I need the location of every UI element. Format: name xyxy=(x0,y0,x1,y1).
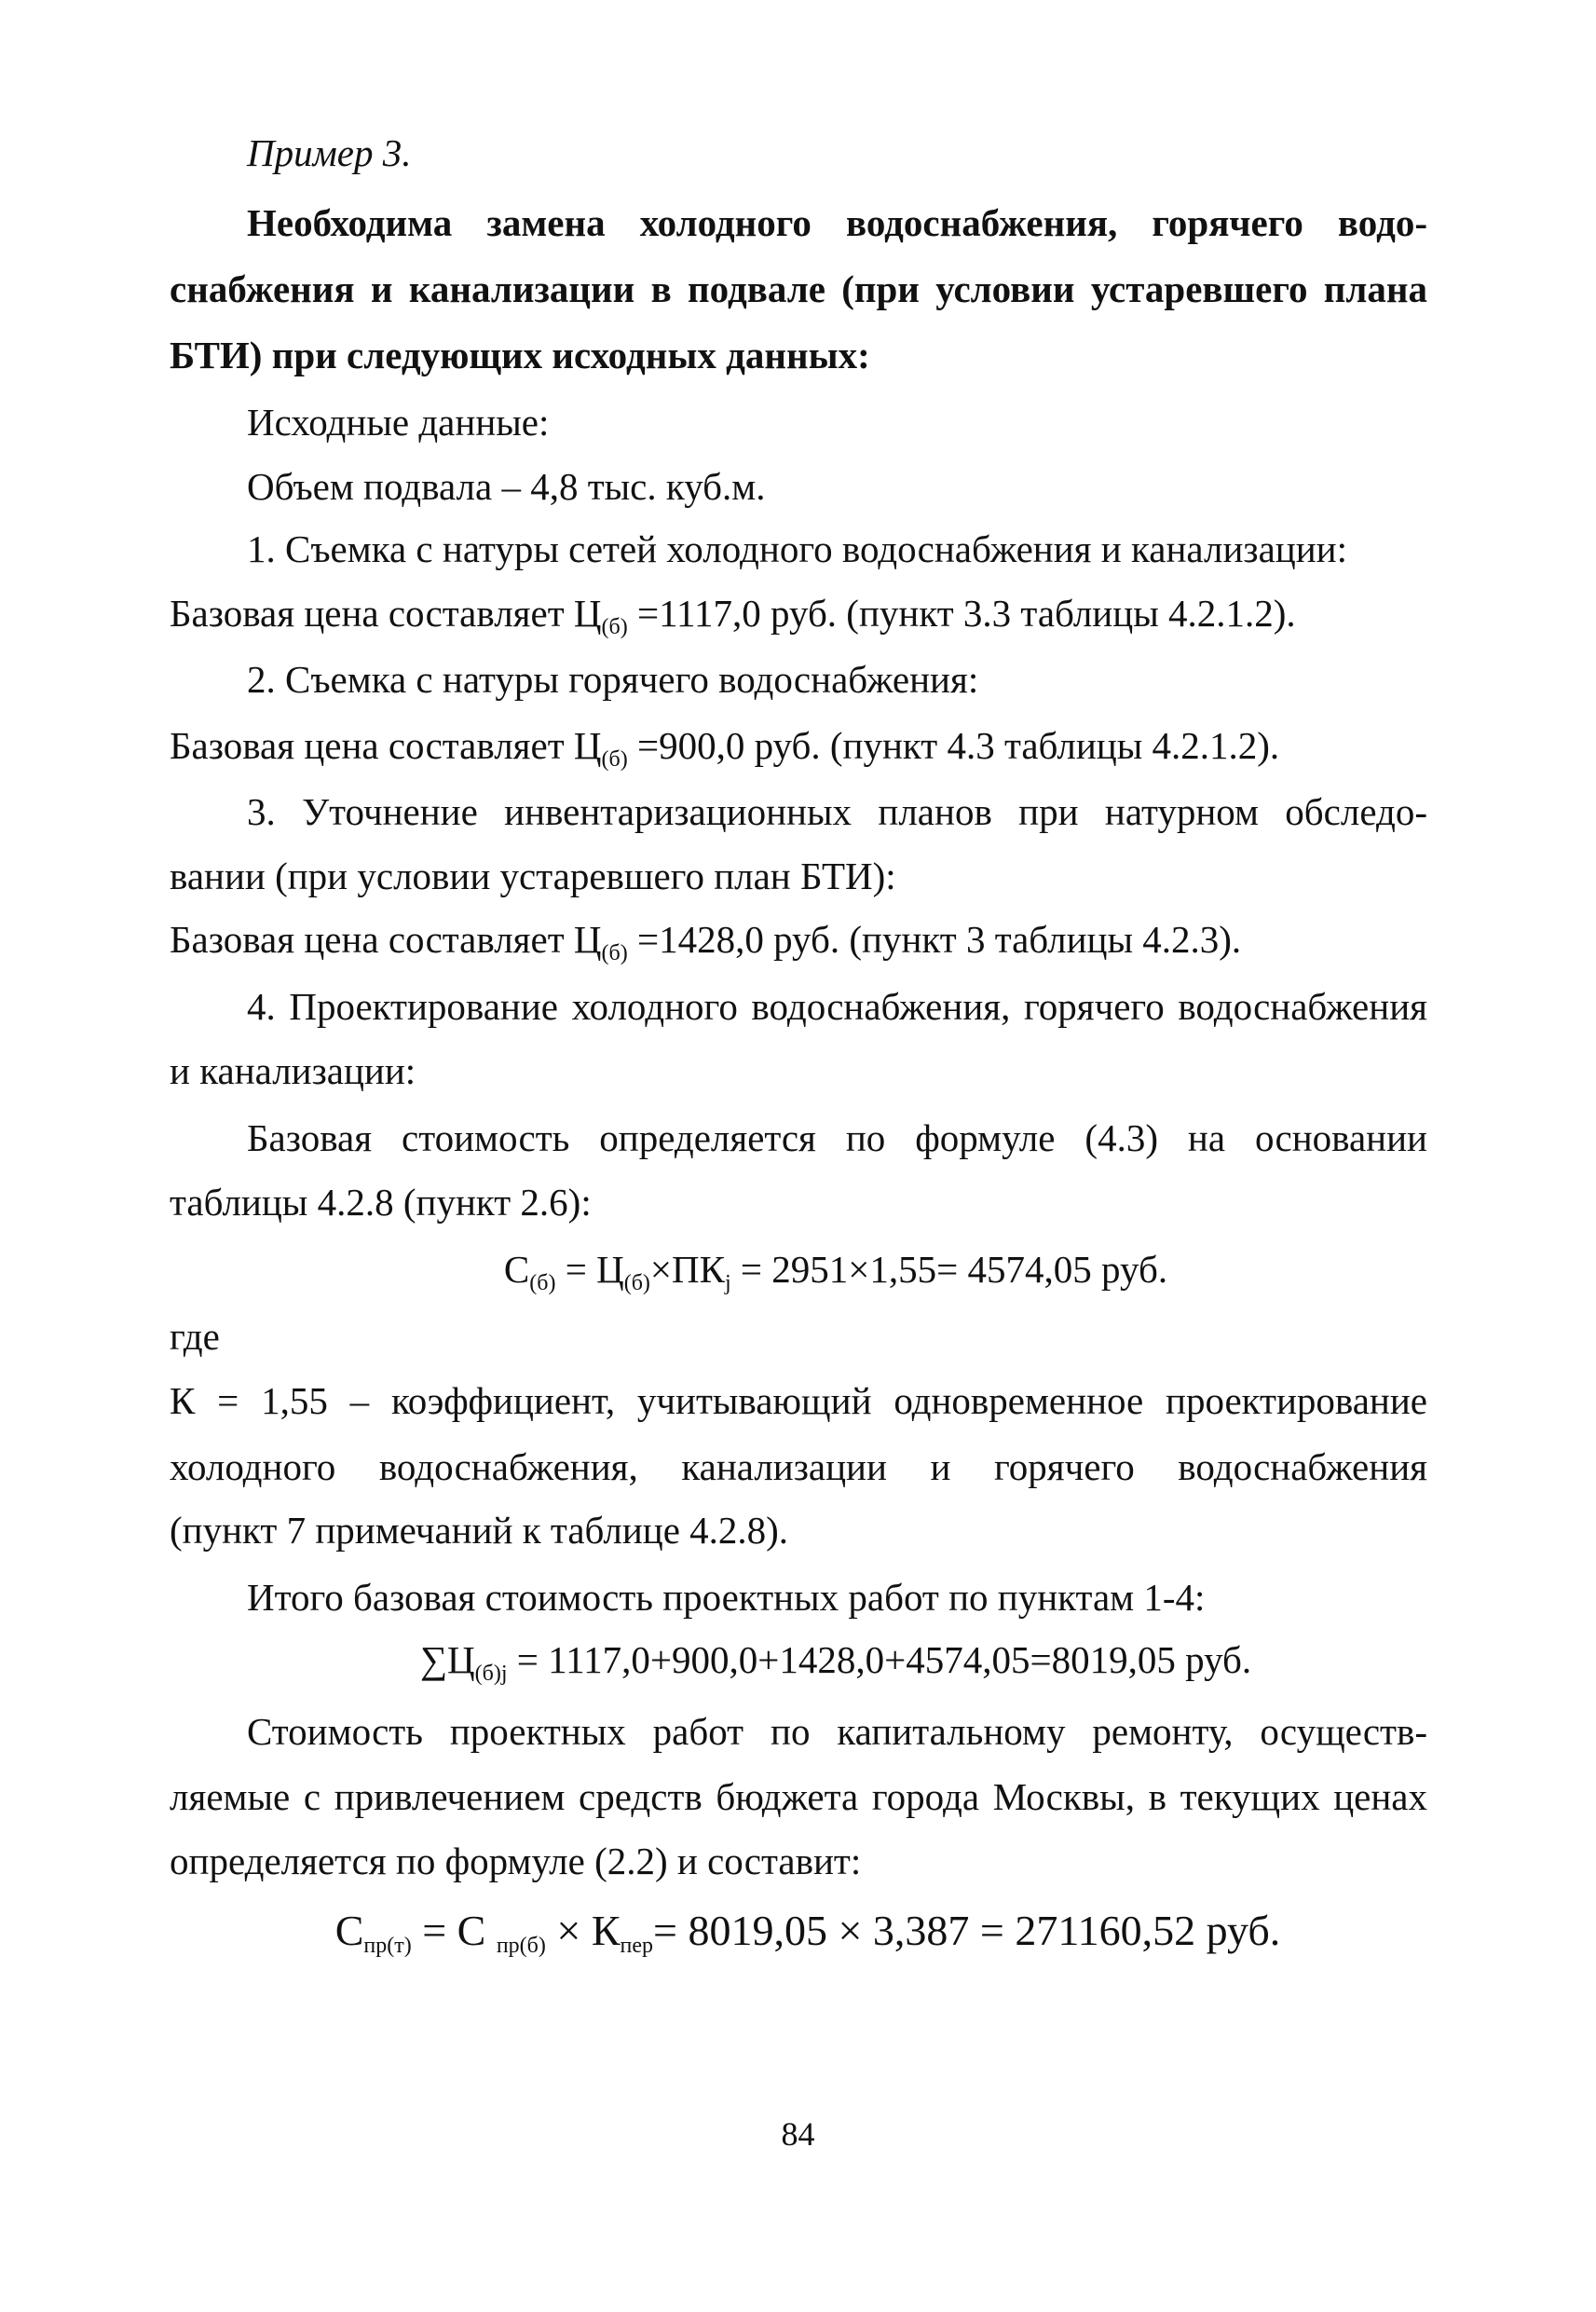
final-cost-line-1: Стоимость проектных работ по капитальному ремонту, осуществ- xyxy=(247,1710,1427,1753)
title-line-1: Необходима замена холодного водоснабжения, горячего водо- xyxy=(247,201,1427,244)
formula-total: $\sum Ц_{(б)j} = 1117,0+900,0+1428,0+4574,05=8019,05$ руб. xyxy=(419,1638,1252,1686)
item-1-price: Базовая цена составляет $Ц_{(б)} =1117,0$ руб. (пункт 3.3 таблицы 4.2.1.2). xyxy=(170,592,1296,639)
coefficient-line-1: К = 1,55 – коэффициент, учитывающий одновременное проектирование xyxy=(170,1379,1427,1422)
item-3-cont: вании (при условии устаревшего план БТИ): xyxy=(170,855,896,897)
title-line-3: БТИ) при следующих исходных данных: xyxy=(170,334,870,376)
base-cost-text: Базовая стоимость определяется по формуле (4.3) на основании xyxy=(247,1116,1427,1159)
item-3-price: Базовая цена составляет $Ц_{(б)} =1428,0$ руб. (пункт 3 таблицы 4.2.3). xyxy=(170,918,1242,965)
final-cost-line-3: определяется по формуле (2.2) и составит: xyxy=(170,1840,862,1882)
item-4-cont: и канализации: xyxy=(170,1049,416,1092)
formula-final: $С_{пр(т)} = С$ $_{пр(б)} \times К_{пер}= 8019,05 \times 3,387 = 271160,52$ руб. xyxy=(334,1907,1281,1958)
item-2-price: Базовая цена составляет $Ц_{(б)} =900,0$ руб. (пункт 4.3 таблицы 4.2.1.2). xyxy=(170,724,1280,772)
final-cost-line-2: ляемые с привлечением средств бюджета города Москвы, в текущих ценах xyxy=(170,1775,1427,1818)
title-line-2: снабжения и канализации в подвале (при условии устаревшего плана xyxy=(170,267,1427,310)
coefficient-line-3: (пункт 7 примечаний к таблице 4.2.8). xyxy=(170,1509,789,1552)
example-label: Пример 3. xyxy=(247,131,412,174)
page-number: 84 xyxy=(781,2115,815,2153)
item-4: 4. Проектирование холодного водоснабжения, горячего водоснабжения xyxy=(247,985,1427,1028)
where-label: где xyxy=(170,1315,220,1358)
item-1: 1. Съемка с натуры сетей холодного водоснабжения и канализации: xyxy=(247,527,1347,570)
item-2: 2. Съемка с натуры горячего водоснабжения: xyxy=(247,658,979,701)
base-cost-text-cont: таблицы 4.2.8 (пункт 2.6): xyxy=(170,1181,592,1224)
source-data-label: Исходные данные: xyxy=(247,401,550,444)
item-3: 3. Уточнение инвентаризационных планов при натурном обследо- xyxy=(247,790,1427,833)
total-label: Итого базовая стоимость проектных работ по пунктам 1-4: xyxy=(247,1576,1206,1619)
formula-base-cost: $С_{(б)} = Ц_{(б)}\times ПК_j = 2951\times 1,55= 4574,05$ руб. xyxy=(503,1248,1168,1295)
basement-volume: Объем подвала – 4,8 тыс. куб.м. xyxy=(247,465,766,508)
coefficient-line-2: холодного водоснабжения, канализации и горячего водоснабжения xyxy=(170,1445,1427,1488)
